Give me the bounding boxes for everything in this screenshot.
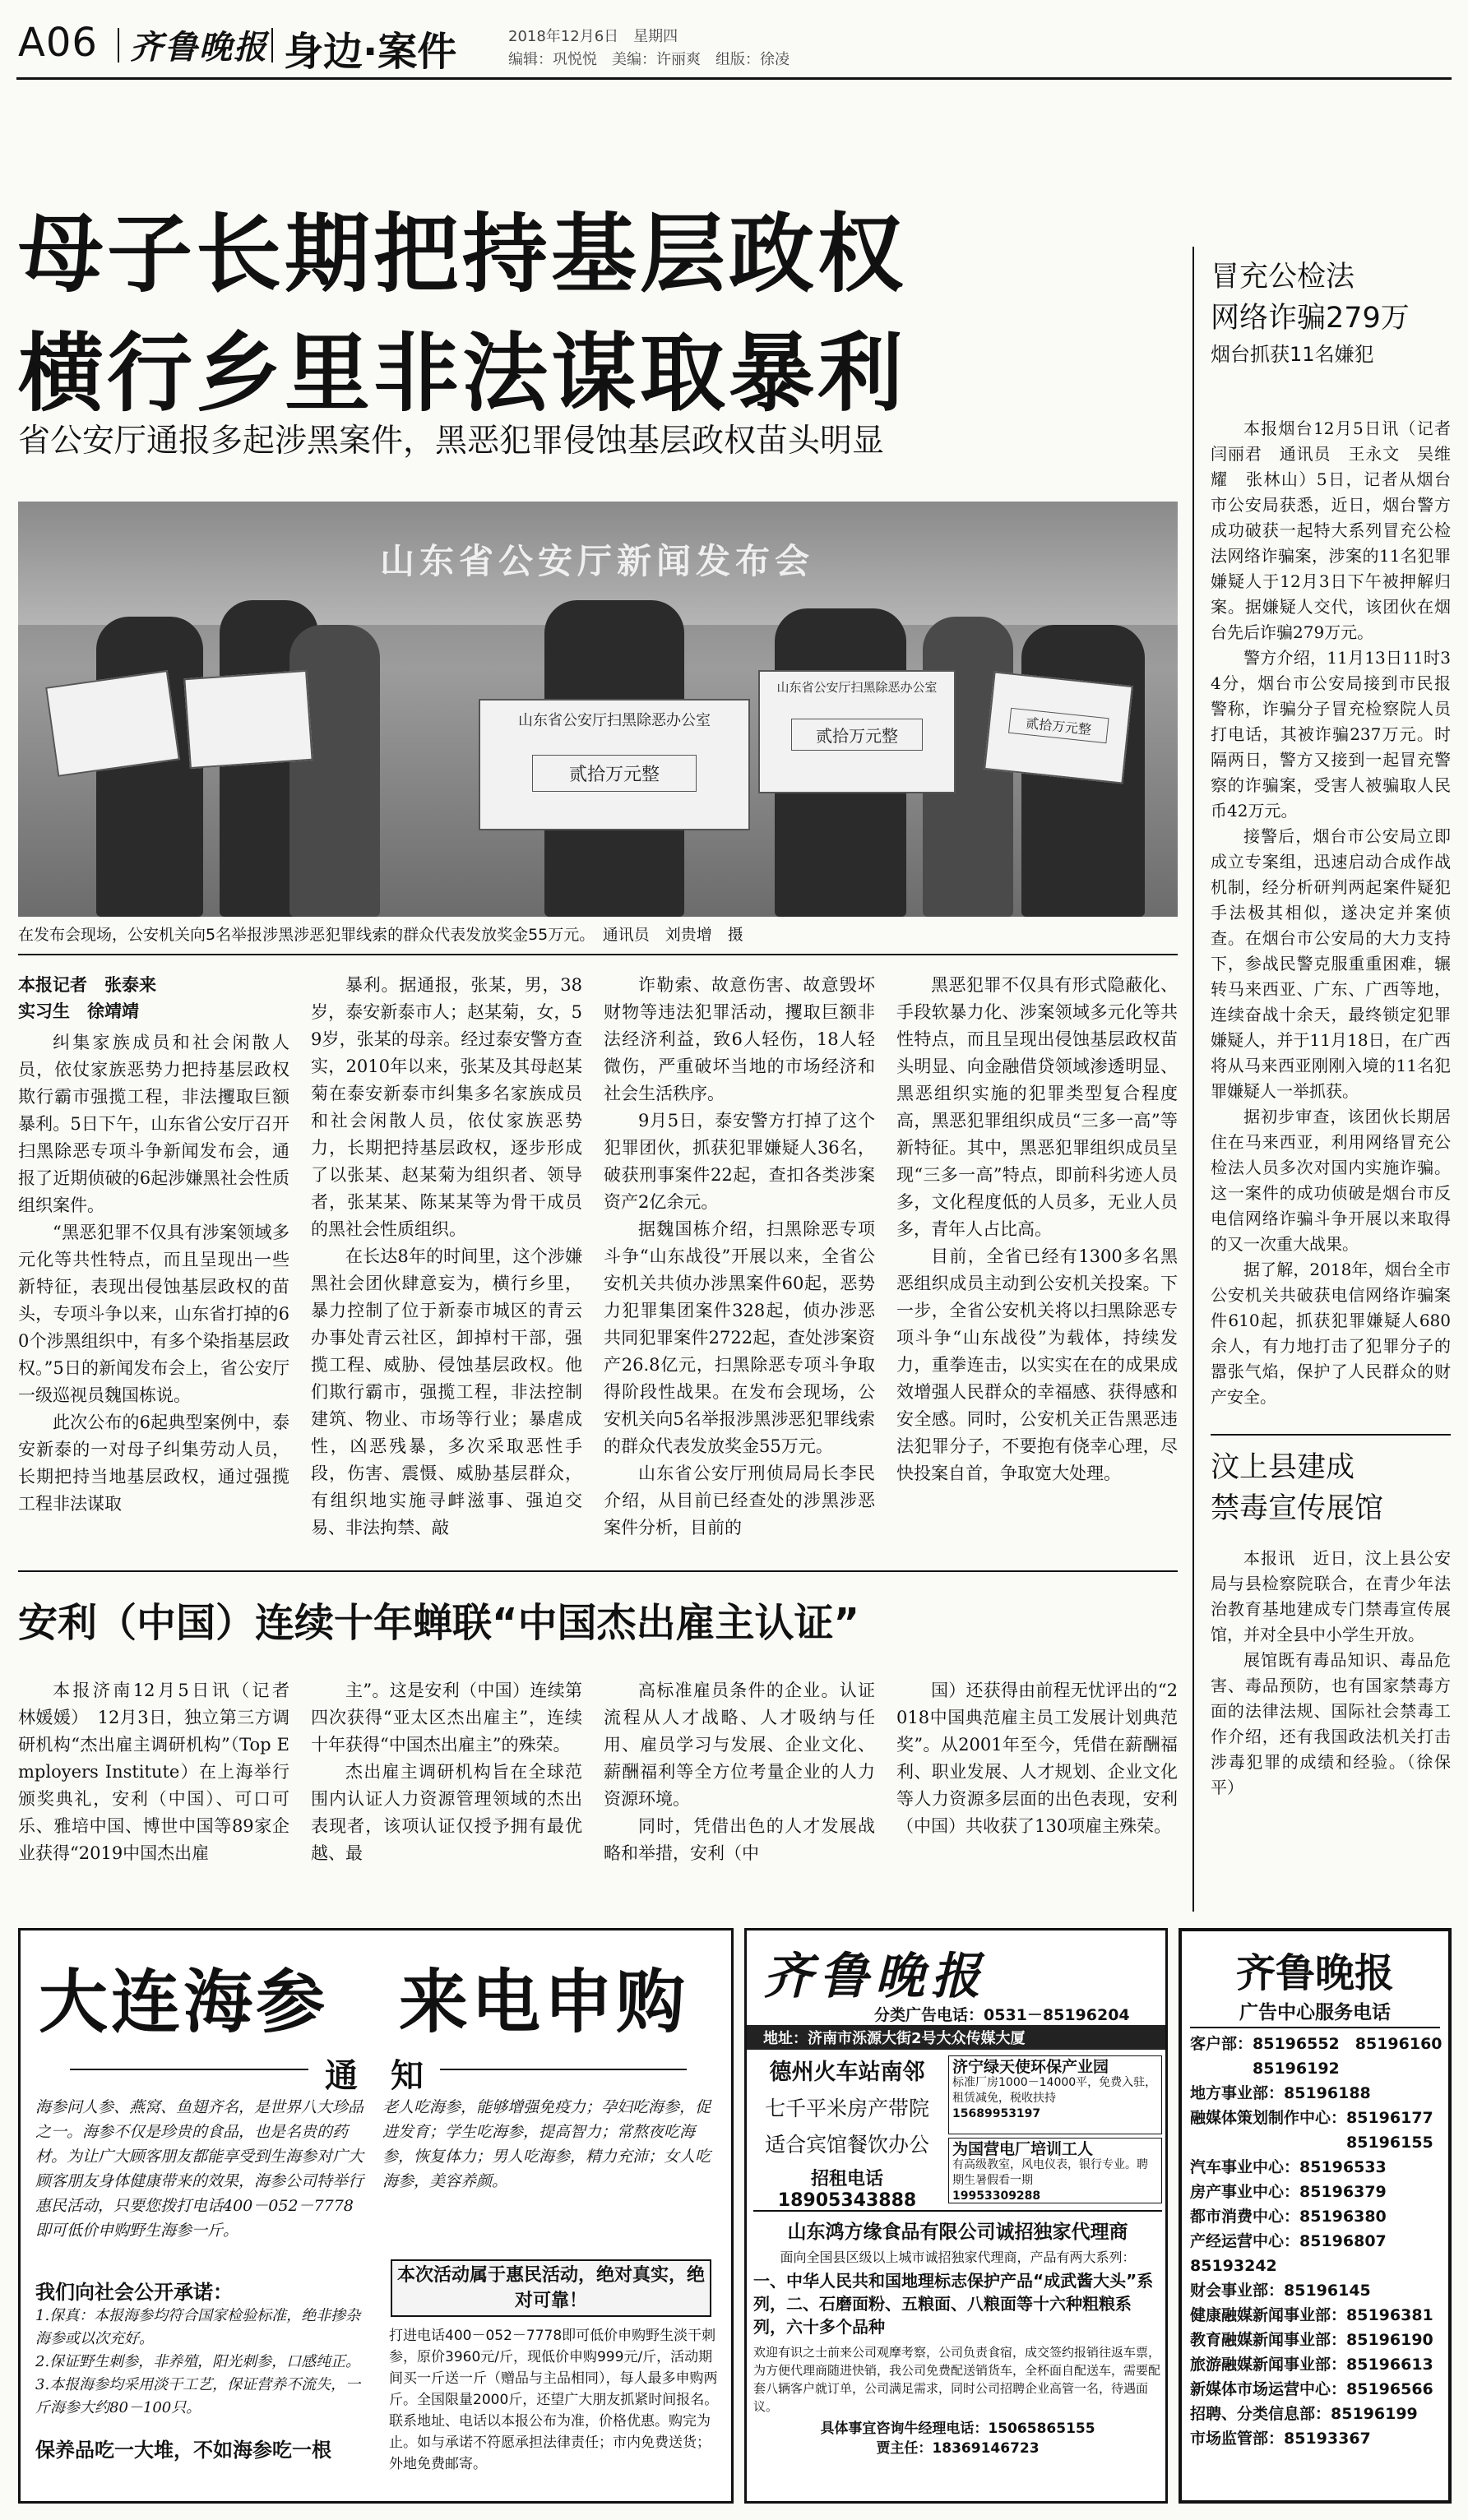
item2-phone: 15689953197 — [952, 2107, 1041, 2120]
paragraph: 诈勒索、故意伤害、故意毁坏财物等违法犯罪活动，攫取巨额非法经济利益，致6人轻伤，18人轻微伤，严重破坏当地的市场经济和社会生活秩序。 — [604, 975, 875, 1103]
ad-details: 打进电话400－052－7778即可低价申购野生淡干刺参，原价3960元/斤，现低价申购999元/斤，活动期间买一斤送一斤（赠品与主品相同），每人最多申购两斤。全国限量2000斤，还望广大朋友抓紧时间报名。联系地址、电话以本报公布为准，价格优惠。购完为止。如与承诺不符愿承担法律责任；市内免费送货；外地免费邮寄。 — [389, 2328, 719, 2472]
board-amount: 贰拾万元整 — [1008, 708, 1109, 743]
ad-title-left: 大连海参 — [39, 1962, 329, 2042]
service-row: 汽车事业中心：85196533 — [1190, 2158, 1387, 2176]
paragraph: 国）还获得由前程无忧评出的“2018中国典范雇主员工发展计划典范奖”。从2001年至今，凭借在薪酬福利、职业发展、人才规划、企业文化等人力资源多层面的出色表现，安利（中国）共收获了130项雇主殊荣。 — [896, 1681, 1178, 1836]
service-row: 旅游融媒新闻事业部：85196613 — [1190, 2356, 1433, 2374]
photo-caption: 在发布会现场，公安机关向5名举报涉黑涉恶犯罪线索的群众代表发放奖金55万元。 通讯员 刘贵增 摄 — [18, 926, 743, 944]
ad-notice: 通 知 — [308, 2050, 440, 2097]
award-board — [758, 670, 956, 793]
item3-phone: 19953309288 — [952, 2189, 1041, 2203]
item3-text: 有高级教室，风电仪表，银行专业。聘期生暑假看一期 — [952, 2158, 1148, 2187]
award-board — [45, 670, 180, 777]
service-subtitle: 广告中心服务电话 — [1239, 2002, 1391, 2023]
item2-text: 标准厂房1000－14000平，免费入驻，租赁减免，税收扶持 — [952, 2076, 1157, 2105]
item1-phone: 招租电话18905343888 — [777, 2169, 917, 2211]
classified-item-4 — [753, 2210, 1162, 2498]
service-list — [1190, 2032, 1447, 2451]
paragraph: 此次公布的6起典型案例中，泰安新泰的一对母子纠集劳动人员，长期把持当地基层政权，通过强揽工程非法谋取 — [18, 1413, 289, 1514]
paragraph: 本报济南12月5日讯（记者 林媛媛） 12月3日，独立第三方调研机构“杰出雇主调研机构”（Top Employers Institute）在上海举行颁奖典礼，安利（中国）、可口可乐、雅培中国、博世中国等89家企业获得“2019中国杰出雇 — [18, 1681, 307, 1863]
board-org: 山东省公安厅扫黑除恶办公室 — [518, 712, 711, 729]
service-row: 市场监管部：85193367 — [1190, 2430, 1371, 2448]
award-board — [479, 699, 750, 830]
item2-title: 济宁绿天使环保产业园 — [952, 2058, 1109, 2076]
paragraph: 据了解，2018年，烟台全市公安机关共破获电信网络诈骗案件610起，抓获犯罪嫌疑人680余人，有力地打击了犯罪分子的嚣张气焰，保护了人民群众的财产安全。 — [1211, 1260, 1451, 1407]
issue-date: 2018年12月6日 星期四 — [508, 28, 678, 45]
item1-line: 七千平米房产带院 — [764, 2097, 929, 2120]
side-body — [1211, 645, 1451, 1410]
side-divider — [1211, 1434, 1451, 1436]
service-rule — [1190, 2027, 1440, 2028]
story2-column-4 — [896, 1677, 1178, 1903]
paragraph: 目前，全省已经有1300多名黑恶组织成员主动到公安机关投案。下一步，全省公安机关将以扫黑除恶专项斗争“山东战役”为载体，持续发力，重拳连击，以实实在在的成果成效增强人民群众的幸福感、获得感和安全感。同时，公安机关正告黑恶违法犯罪分子，不要抱有侥幸心理，尽快投案自首，争取宽大处理。 — [896, 1246, 1178, 1483]
paragraph: 纠集家族成员和社会闲散人员，依仗家族恶势力把持基层政权欺行霸市强揽工程，非法攫取巨额暴利。5日下午，山东省公安厅召开扫黑除恶专项斗争新闻发布会，通报了近期侦破的6起涉嫌黑社会性质组织案件。 — [18, 1033, 289, 1215]
side-title-line2: 网络诈骗279万 — [1211, 302, 1410, 335]
classified-item-3 — [948, 2138, 1162, 2203]
side-story-1-title — [1211, 257, 1457, 370]
service-row: 新媒体市场运营中心：85196566 — [1190, 2380, 1433, 2398]
service-title: 齐鲁晚报 — [1235, 1950, 1394, 1996]
paragraph: 9月5日，泰安警方打掉了这个犯罪团伙，抓获犯罪嫌疑人36名，破获刑事案件22起，查扣各类涉案资产2亿余元。 — [604, 1111, 875, 1212]
paragraph: 高标准雇员条件的企业。认证流程从人才战略、人才吸纳与任用、雇员学习与发展、企业文化、薪酬福利等全方位考量企业的人力资源环境。 — [604, 1681, 875, 1809]
paragraph: 山东省公安厅刑侦局局长李民介绍，从目前已经查处的涉黑涉恶案件分析，目前的 — [604, 1463, 875, 1537]
side2-title-line2: 禁毒宣传展馆 — [1211, 1492, 1384, 1525]
service-row: 都市消费中心：85196380 — [1190, 2208, 1387, 2226]
article-column-1 — [18, 1029, 289, 1560]
divider — [271, 28, 273, 62]
item3-title: 为国营电厂培训工人 — [952, 2140, 1094, 2158]
classified-phone: 分类广告电话：0531－85196204 — [874, 2006, 1130, 2024]
paragraph: 杰出雇主调研机构旨在全球范围内认证人力资源管理领域的杰出表现者，该项认证仅授予拥有最优越、最 — [311, 1762, 582, 1863]
byline: 本报记者 张泰来 实习生 徐靖靖 — [18, 975, 156, 1021]
classified-item-2 — [948, 2055, 1162, 2134]
seafood-ad — [18, 1928, 734, 2504]
service-row: 招聘、分类信息部：85196199 — [1190, 2405, 1418, 2423]
banner-text: 山东省公安厅新闻发布会 — [380, 541, 815, 581]
paragraph: 据初步审查，该团伙长期居住在马来西亚，利用网络冒充公检法人员多次对国内实施诈骗。这一案件的成功侦破是烟台市反电信网络诈骗斗争开展以来取得的又一次重大战果。 — [1211, 1107, 1451, 1254]
award-board — [984, 671, 1133, 784]
story2-headline: 安利（中国）连续十年蝉联“中国杰出雇主认证” — [18, 1600, 860, 1646]
board-amount: 贰拾万元整 — [532, 755, 697, 792]
side-lead: 本报烟台12月5日讯（记者 闫丽君 通讯员 王永文 吴维耀 张林山）5日，记者从烟台市公安局获悉，近日，烟台警方成功破获一起特大系列冒充公检法网络诈骗案，涉案的11名犯罪嫌疑人于12月3日下午被押解归案。据嫌疑人交代，该团伙在烟台先后诈骗279万元。 — [1211, 418, 1467, 642]
headline-line2: 横行乡里非法谋取暴利 — [18, 323, 907, 423]
divider — [118, 28, 119, 62]
story2-rule — [18, 1570, 1178, 1572]
service-row: 教育融媒新闻事业部：85196190 — [1190, 2331, 1433, 2349]
newspaper-logo: 齐鲁晚报 — [130, 28, 268, 67]
side-story-2-body — [1211, 1546, 1451, 1907]
classified-item-1 — [753, 2054, 941, 2211]
article-column-2 — [311, 972, 582, 1560]
header-rule — [16, 77, 1452, 80]
side-story-1-body — [1211, 416, 1467, 1427]
service-row: 财会事业部：85196145 — [1190, 2282, 1371, 2300]
paragraph: 据魏国栋介绍，扫黑除恶专项斗争“山东战役”开展以来，全省公安机关共侦办涉黑案件60起，恶势力犯罪集团案件328起，侦办涉恶共同犯罪案件2722起，查处涉案资产26.8亿元，扫黑除恶专项斗争取得阶段性战果。在发布会现场，公安机关向5名举报涉黑涉恶犯罪线索的群众代表发放奖金55万元。 — [604, 1219, 875, 1456]
item4-contact: 具体事宜咨询牛经理电话：15065865155 贾主任：18369146723 — [820, 2421, 1095, 2457]
service-row: 融媒体策划制作中心：85196177 85196155 — [1190, 2109, 1433, 2152]
paragraph: “黑恶犯罪不仅具有涉案领域多元化等共性特点，而且呈现出一些新特征，表现出侵蚀基层政权的苗头，专项斗争以来，山东省打掉的60个涉黑组织中，有多个染指基层政权。”5日的新闻发布会上，省公安厅一级巡视员魏国栋说。 — [18, 1223, 289, 1405]
paragraph: 展馆既有毒品知识、毒品危害、毒品预防，也有国家禁毒方面的法律法规、国际社会禁毒工作介绍，还有我国政法机关打击涉毒犯罪的成绩和经验。（徐保平） — [1211, 1650, 1451, 1797]
paragraph: 在长达8年的时间里，这个涉嫌黑社会团伙肆意妄为，横行乡里，暴力控制了位于新泰市城区的青云办事处青云社区，卸掉村干部，强揽工程、威胁、侵蚀基层政权。他们欺行霸市，强揽工程，非法控制建筑、物业、市场等行业；暴虐成性，凶恶残暴，多次采取恶性手段，伤害、震慑、威胁基层群众，有组织地实施寻衅滋事、强迫交易、非法拘禁、敲 — [311, 1246, 582, 1537]
masthead — [0, 0, 1468, 76]
ad-promises: 1.保真：本报海参均符合国家检验标准，绝非掺杂海参或以次充好。 2.保证野生刺参，非养殖，阳光刺参，口感纯正。 3.本报海参均采用淡干工艺，保证营养不流失，一斤海参大约80－100只。 — [35, 2307, 361, 2416]
side-title-line1: 冒充公检法 — [1211, 261, 1355, 294]
ad-activity: 本次活动属于惠民活动，绝对真实，绝对可靠！ — [397, 2265, 706, 2311]
section-name: 身边·案件 — [284, 29, 457, 75]
sidebar-rule — [1192, 247, 1194, 1912]
award-board — [183, 670, 313, 769]
classified-ad — [744, 1928, 1168, 2504]
service-row: 客户部：85196552 85196160 85196192 — [1190, 2035, 1443, 2078]
board-org: 山东省公安厅扫黑除恶办公室 — [776, 680, 938, 695]
headline-line1: 母子长期把持基层政权 — [18, 204, 907, 304]
paragraph: 同时，凭借出色的人才发展战略和举措，安利（中 — [604, 1816, 875, 1863]
page-number: A06 — [18, 20, 98, 66]
subheadline: 省公安厅通报多起涉黑案件，黑恶犯罪侵蚀基层政权苗头明显 — [18, 423, 885, 460]
ad-service-box — [1179, 1928, 1452, 2504]
article-column-3 — [604, 972, 875, 1560]
board-amount: 贰拾万元整 — [791, 719, 923, 751]
item4-intro: 面向全国县区级以上城市诚招独家代理商，产品有两大系列： — [780, 2250, 1136, 2265]
story2-column-3 — [604, 1677, 875, 1903]
service-row: 地方事业部：85196188 — [1190, 2084, 1371, 2102]
service-row: 产经运营中心：85196807 85193242 — [1190, 2232, 1402, 2275]
paragraph: 接警后，烟台市公安局立即成立专案组，迅速启动合成作战机制，经分析研判两起案件疑犯手法极其相似，遂决定并案侦查。在烟台市公安局的大力支持下，参战民警克服重重困难，辗转马来西亚、广东、广西等地，连续奋战十余天，最终锁定犯罪嫌疑人，并于11月18日，在广西将从马来西亚刚刚入境的11名犯罪嫌疑人一举抓获。 — [1211, 826, 1451, 1101]
ad-intro: 海参问人参、燕窝、鱼翅齐名，是世界八大珍品之一。海参不仅是珍贵的食品，也是名贵的药材。为让广大顾客朋友都能享受到生海参对广大顾客朋友身体健康带来的效果，海参公司特举行惠民活动，只要您拨打电话400－052－7778即可低价申购野生海参一斤。 — [35, 2098, 364, 2240]
classified-logo: 齐鲁晚报 — [763, 1948, 987, 2005]
ad-promise-title: 我们向社会公开承诺： — [35, 2281, 233, 2304]
story2-column-1 — [18, 1677, 307, 1903]
item1-title: 德州火车站南邻 — [769, 2060, 925, 2085]
press-conference-photo — [18, 502, 1178, 917]
article-column-4 — [896, 972, 1178, 1560]
paragraph: 本报讯 近日，汶上县公安局与县检察院联合，在青少年法治教育基地建成专门禁毒宣传展馆，并对全县中小学生开放。 — [1211, 1548, 1451, 1644]
paragraph: 暴利。据通报，张某，男，38岁，泰安新泰市人；赵某菊，女，59岁，张某的母亲。经过泰安警方查实，2010年以来，张某及其母赵某菊在泰安新泰市纠集多名家族成员和社会闲散人员，依仗家族恶势力，长期把持基层政权，逐步形成了以张某、赵某菊为组织者、领导者，张某某、陈某某等为骨干成员的黑社会性质组织。 — [311, 975, 582, 1239]
ad-benefits: 老人吃海参，能够增强免疫力；孕妇吃海参，促进发育；学生吃海参，提高智力；常熬夜吃海参，恢复体力；男人吃海参，精力充沛；女人吃海参，美容养颜。 — [382, 2098, 711, 2190]
service-row: 房产事业中心：85196379 — [1190, 2183, 1387, 2201]
paragraph: 警方介绍，11月13日11时34分，烟台市公安局接到市民报警称，诈骗分子冒充检察院人员打电话，其被诈骗237万元。时隔两日，警方又接到一起冒充警察的诈骗案，受害人被骗取人民币42万元。 — [1211, 648, 1451, 821]
story2-column-2 — [311, 1677, 582, 1903]
paragraph: 黑恶犯罪不仅具有形式隐蔽化、手段软暴力化、涉案领域多元化等共性特点，而且呈现出侵蚀基层政权苗头明显、向金融借贷领域渗透明显、黑恶组织实施的犯罪类型复合程度高，黑恶犯罪组织成员“三多一高”等新特征。其中，黑恶犯罪组织成员呈现“三多一高”特点，即前科劣迹人员多，文化程度低的人员多，无业人员多，青年人占比高。 — [896, 975, 1178, 1239]
item4-products: 一、中华人民共和国地理标志保护产品“成武酱大头”系列，二、石磨面粉、五粮面、八粮面等十六种粗粮系列，六十多个品种 — [753, 2271, 1154, 2337]
classified-address: 地址：济南市泺源大街2号大众传媒大厦 — [763, 2030, 1026, 2047]
caption-rule — [18, 954, 1178, 955]
person — [289, 625, 380, 917]
item4-details: 欢迎有识之士前来公司观摩考察，公司负责食宿，成交签约报销往返车票，为方便代理商随进快销，我公司免费配送销货车，全杯面自配送车，需要配套八辆客户就订单，公司满足需求，同时公司招聘企业高管一名，待遇面议。 — [753, 2345, 1161, 2414]
paragraph: 主”。这是安利（中国）连续第四次获得“亚太区杰出雇主”，连续十年获得“中国杰出雇主”的殊荣。 — [311, 1681, 582, 1755]
side-subtitle: 烟台抓获11名嫌犯 — [1211, 343, 1374, 366]
item1-line: 适合宾馆餐饮办公 — [764, 2133, 929, 2157]
item4-title: 山东鸿方缘食品有限公司诚招独家代理商 — [787, 2222, 1128, 2243]
side2-title-line1: 汶上县建成 — [1211, 1451, 1355, 1484]
ad-footer-slogan: 保养品吃一大堆，不如海参吃一根 — [35, 2439, 331, 2462]
editors-line: 编辑：巩悦悦 美编：许丽爽 组版：徐凌 — [508, 51, 790, 68]
side-story-2-title — [1211, 1447, 1457, 1529]
service-row: 健康融媒新闻事业部：85196381 — [1190, 2306, 1433, 2324]
ad-title-right: 来电申购 — [399, 1962, 689, 2042]
